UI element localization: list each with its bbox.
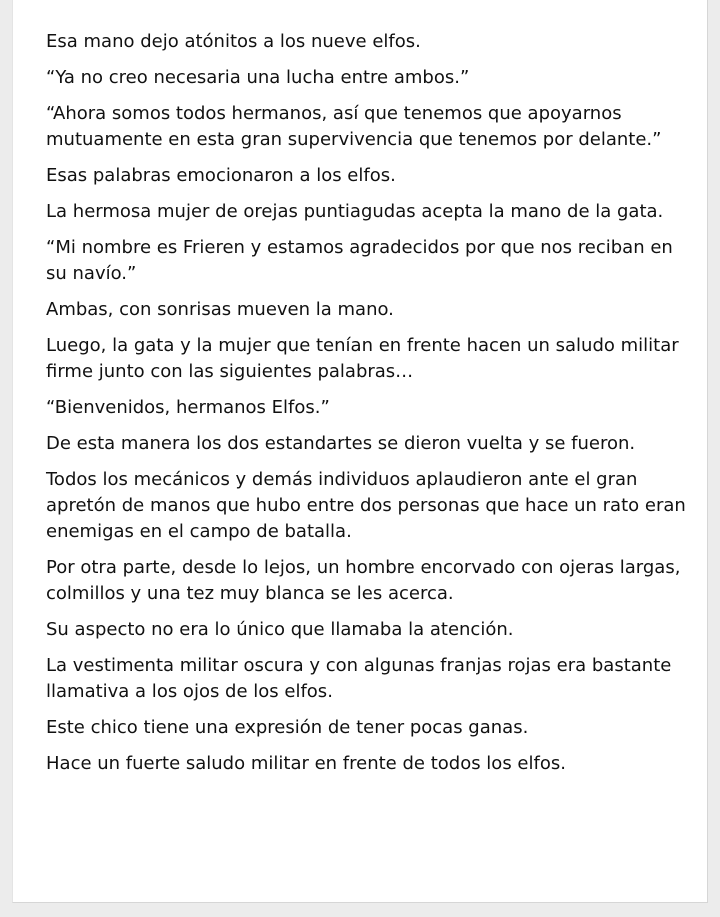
paragraph: “Ahora somos todos hermanos, así que tenemos que apoyarnos mutuamente en esta gran supervivencia que tenemos por delante.” xyxy=(46,103,662,150)
document-body xyxy=(46,29,696,787)
paragraph: La hermosa mujer de orejas puntiagudas acepta la mano de la gata. xyxy=(46,201,664,222)
paragraph: Por otra parte, desde lo lejos, un hombre encorvado con ojeras largas, colmillos y una tez muy blanca se les acerca. xyxy=(46,557,681,604)
paragraph: La vestimenta militar oscura y con algunas franjas rojas era bastante llamativa a los ojos de los elfos. xyxy=(46,655,672,702)
paragraph: Luego, la gata y la mujer que tenían en frente hacen un saludo militar firme junto con las siguientes palabras… xyxy=(46,335,679,382)
paragraph: “Ya no creo necesaria una lucha entre ambos.” xyxy=(46,67,470,88)
document-page xyxy=(12,0,708,903)
paragraph: “Mi nombre es Frieren y estamos agradecidos por que nos reciban en su navío.” xyxy=(46,237,673,284)
paragraph: Todos los mecánicos y demás individuos aplaudieron ante el gran apretón de manos que hubo entre dos personas que hace un rato eran enemigas en el campo de batalla. xyxy=(46,469,686,542)
paragraph: Ambas, con sonrisas mueven la mano. xyxy=(46,299,394,320)
paragraph: “Bienvenidos, hermanos Elfos.” xyxy=(46,397,330,418)
paragraph: Su aspecto no era lo único que llamaba la atención. xyxy=(46,619,514,640)
paragraph: Esas palabras emocionaron a los elfos. xyxy=(46,165,396,186)
paragraph: Esa mano dejo atónitos a los nueve elfos. xyxy=(46,31,421,52)
paragraph: Hace un fuerte saludo militar en frente de todos los elfos. xyxy=(46,753,566,774)
paragraph: De esta manera los dos estandartes se dieron vuelta y se fueron. xyxy=(46,433,636,454)
paragraph: Este chico tiene una expresión de tener pocas ganas. xyxy=(46,717,529,738)
